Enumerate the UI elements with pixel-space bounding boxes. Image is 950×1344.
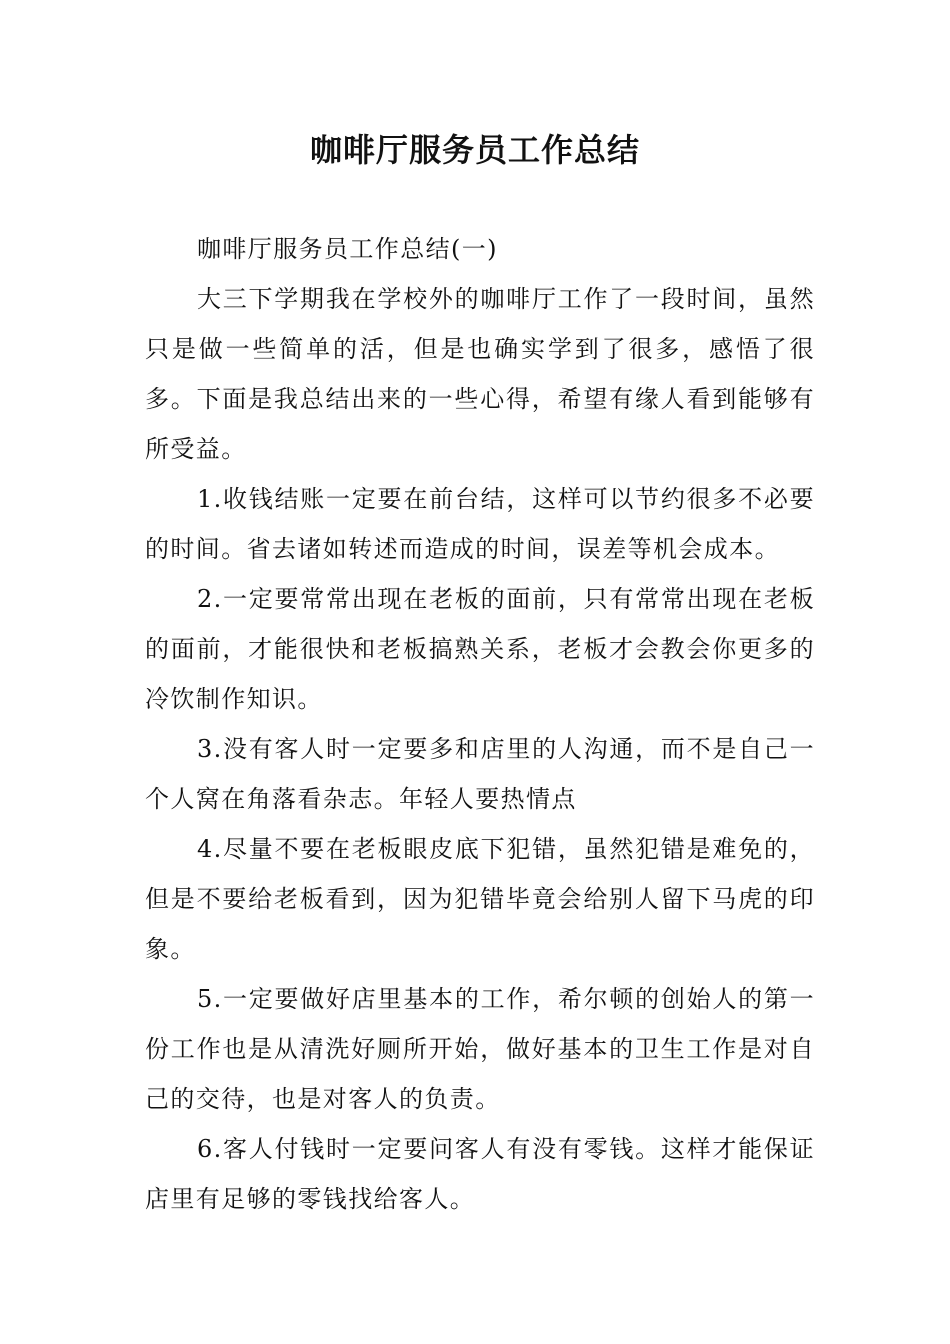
tip-paragraph-2: 2.一定要常常出现在老板的面前，只有常常出现在老板的面前，才能很快和老板搞熟关系，老板才会教会你更多的冷饮制作知识。: [145, 585, 815, 713]
document-body: [145, 224, 815, 1224]
document-title: 咖啡厅服务员工作总结: [309, 131, 640, 169]
tip-paragraph-3: 3.没有客人时一定要多和店里的人沟通，而不是自己一个人窝在角落看杂志。年轻人要热情点: [145, 735, 815, 813]
intro-paragraph: 大三下学期我在学校外的咖啡厅工作了一段时间，虽然只是做一些简单的活，但是也确实学到了很多，感悟了很多。下面是我总结出来的一些心得，希望有缘人看到能够有所受益。: [145, 285, 815, 463]
tip-paragraph-5: 5.一定要做好店里基本的工作，希尔顿的创始人的第一份工作也是从清洗好厕所开始，做好基本的卫生工作是对自己的交待，也是对客人的负责。: [145, 985, 815, 1113]
tip-paragraph-6: 6.客人付钱时一定要问客人有没有零钱。这样才能保证店里有足够的零钱找给客人。: [145, 1135, 815, 1213]
tip-paragraph-1: 1.收钱结账一定要在前台结，这样可以节约很多不必要的时间。省去诸如转述而造成的时间，误差等机会成本。: [145, 485, 815, 563]
tip-paragraph-4: 4.尽量不要在老板眼皮底下犯错，虽然犯错是难免的，但是不要给老板看到，因为犯错毕竟会给别人留下马虎的印象。: [145, 835, 815, 963]
section-heading: 咖啡厅服务员工作总结(一): [197, 235, 498, 263]
